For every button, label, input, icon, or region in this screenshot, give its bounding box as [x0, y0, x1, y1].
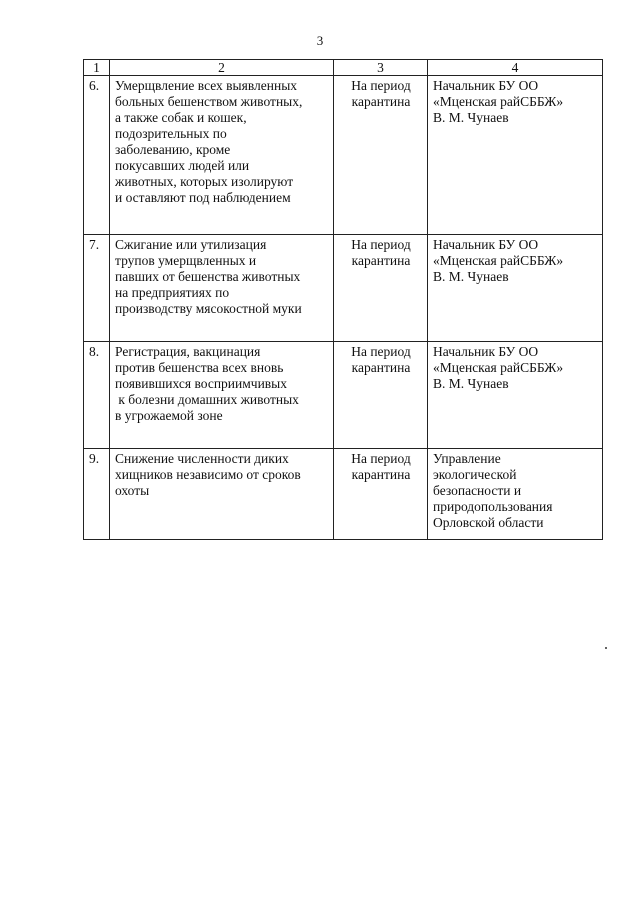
- measure-cell: [110, 342, 334, 449]
- responsible-line: «Мценская райСББЖ»: [433, 94, 564, 109]
- responsible-line: природопользования: [433, 499, 553, 514]
- measure-line: Снижение численности диких: [115, 451, 289, 466]
- table-row: [84, 342, 603, 449]
- measure-line: Сжигание или утилизация: [115, 237, 267, 252]
- measure-line: трупов умерщвленных и: [115, 253, 257, 268]
- responsible-line: Начальник БУ ОО: [433, 78, 539, 93]
- measure-line: хищников независимо от сроков: [115, 467, 301, 482]
- period-line: карантина: [351, 360, 411, 375]
- responsible-cell: [428, 235, 603, 342]
- header-col-4: 4: [428, 60, 603, 76]
- measure-line: производству мясокостной муки: [115, 301, 302, 316]
- responsible-line: «Мценская райСББЖ»: [433, 253, 564, 268]
- period-line: На период: [351, 451, 411, 466]
- table-row: [84, 235, 603, 342]
- measure-line: в угрожаемой зоне: [115, 408, 223, 423]
- responsible-line: В. М. Чунаев: [433, 376, 509, 391]
- measure-line: Регистрация, вакцинация: [115, 344, 261, 359]
- responsible-line: Орловской области: [433, 515, 544, 530]
- measures-table: [83, 59, 603, 540]
- table-row: [84, 76, 603, 235]
- measure-line: и оставляют под наблюдением: [115, 190, 291, 205]
- period-cell: [334, 449, 428, 540]
- header-col-1: 1: [84, 60, 110, 76]
- measure-line: покусавших людей или: [115, 158, 250, 173]
- measure-line: подозрительных по: [115, 126, 227, 141]
- header-col-2: 2: [110, 60, 334, 76]
- measure-line: животных, которых изолируют: [115, 174, 294, 189]
- period-line: На период: [351, 78, 411, 93]
- measure-line: Умерщвление всех выявленных: [115, 78, 298, 93]
- period-line: карантина: [351, 253, 411, 268]
- measure-line: появившихся восприимчивых: [115, 376, 287, 391]
- period-cell: [334, 342, 428, 449]
- measure-line: охоты: [115, 483, 150, 498]
- period-line: карантина: [351, 94, 411, 109]
- period-line: карантина: [351, 467, 411, 482]
- scan-speck: [605, 647, 607, 649]
- responsible-line: В. М. Чунаев: [433, 110, 509, 125]
- period-cell: [334, 235, 428, 342]
- responsible-cell: [428, 342, 603, 449]
- responsible-line: экологической: [433, 467, 517, 482]
- row-number: 8.: [84, 342, 110, 449]
- table-row: [84, 449, 603, 540]
- row-number: 9.: [84, 449, 110, 540]
- row-number: 7.: [84, 235, 110, 342]
- table-header-row: [84, 60, 603, 76]
- period-line: На период: [351, 237, 411, 252]
- measure-line: на предприятиях по: [115, 285, 230, 300]
- responsible-line: безопасности и: [433, 483, 522, 498]
- row-number: 6.: [84, 76, 110, 235]
- measure-line: против бешенства всех вновь: [115, 360, 284, 375]
- period-line: На период: [351, 344, 411, 359]
- measure-line: павших от бешенства животных: [115, 269, 301, 284]
- period-cell: [334, 76, 428, 235]
- page-number: 3: [316, 33, 324, 48]
- measure-cell: [110, 76, 334, 235]
- measure-line: а также собак и кошек,: [115, 110, 247, 125]
- measure-line: заболеванию, кроме: [115, 142, 231, 157]
- responsible-line: Начальник БУ ОО: [433, 344, 539, 359]
- responsible-line: Управление: [433, 451, 501, 466]
- measure-cell: [110, 235, 334, 342]
- responsible-line: Начальник БУ ОО: [433, 237, 539, 252]
- header-col-3: 3: [334, 60, 428, 76]
- responsible-cell: [428, 449, 603, 540]
- measure-cell: [110, 449, 334, 540]
- responsible-line: В. М. Чунаев: [433, 269, 509, 284]
- responsible-line: «Мценская райСББЖ»: [433, 360, 564, 375]
- responsible-cell: [428, 76, 603, 235]
- measure-line: больных бешенством животных,: [115, 94, 303, 109]
- measure-line: к болезни домашних животных: [115, 392, 299, 407]
